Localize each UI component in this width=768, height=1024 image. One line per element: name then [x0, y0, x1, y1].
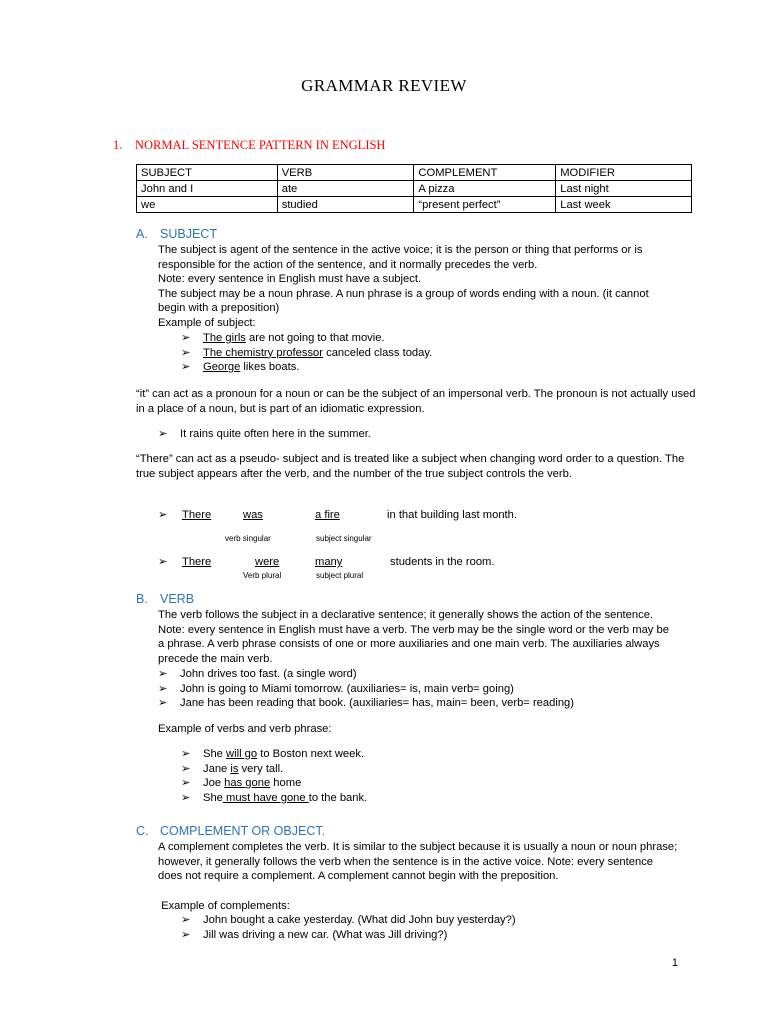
- verb-paragraph: The verb follows the subject in a declarative sentence; it generally shows the action of the sentence. Note: every sentence in English must have a verb. The verb may be the single word or the verb may be a phrase. A verb phrase consists of one or more auxiliaries and one main verb. The auxiliaries always precede the main verb.: [158, 609, 669, 665]
- arrow-bullet-icon: ➢: [181, 748, 191, 760]
- underlined-verb: has gone: [224, 777, 271, 790]
- list-item: [181, 762, 367, 777]
- table-header-cell: MODIFIER: [556, 165, 692, 181]
- example-rest: likes boats.: [240, 361, 300, 374]
- complement-heading: [136, 824, 325, 839]
- section-title: NORMAL SENTENCE PATTERN IN ENGLISH: [135, 138, 386, 152]
- table-row: [137, 197, 692, 213]
- underlined-verb: will go: [226, 748, 258, 760]
- list-item: [181, 360, 432, 375]
- example-rest: are not going to that movie.: [245, 332, 385, 344]
- list-item: [158, 682, 574, 697]
- verb-phrase-list: [181, 747, 367, 805]
- list-text: Jill was driving a new car. (What was Jill driving?): [203, 928, 448, 941]
- complement-letter: C.: [136, 824, 149, 838]
- pre-text: She: [203, 791, 223, 804]
- pre-text: Joe: [203, 777, 225, 790]
- table-header-row: [137, 165, 692, 181]
- verb-heading: [136, 592, 194, 607]
- list-item: [181, 776, 367, 791]
- section-1-heading: [113, 138, 385, 153]
- table-cell: Last night: [556, 181, 692, 197]
- table-cell: ate: [277, 181, 414, 197]
- table-cell: A pizza: [414, 181, 556, 197]
- list-item: [181, 346, 432, 361]
- table-cell: “present perfect”: [414, 197, 556, 213]
- table-header-cell: SUBJECT: [137, 165, 278, 181]
- section-number: 1.: [113, 138, 123, 152]
- subject-heading: [136, 227, 217, 242]
- verb-label: Verb plural: [243, 571, 282, 580]
- arrow-bullet-icon: ➢: [181, 361, 191, 374]
- pre-text: She: [203, 748, 227, 760]
- subject-paragraphs: [158, 243, 678, 331]
- table-cell: Last week: [556, 197, 692, 213]
- verb-word: was: [243, 509, 263, 521]
- list-item: [181, 791, 367, 806]
- list-text: John drives too fast. (a single word): [180, 668, 357, 680]
- subject-label: subject plural: [316, 571, 364, 580]
- table-cell: we: [137, 197, 278, 213]
- arrow-bullet-icon: ➢: [181, 928, 191, 941]
- it-example-text: It rains quite often here in the summer.: [180, 428, 371, 440]
- arrow-bullet-icon: ➢: [158, 697, 168, 710]
- post-text: home: [270, 777, 302, 790]
- underlined-verb: is: [230, 762, 239, 775]
- table-cell: John and I: [137, 181, 278, 197]
- verb-letter: B.: [136, 592, 148, 606]
- there-word: There: [182, 509, 212, 521]
- it-paragraph: “it” can act as a pronoun for a noun or can be the subject of an impersonal verb. The pronoun is not actually used in a place of a noun, but is part of an idiomatic expression.: [136, 388, 696, 415]
- table-cell: studied: [277, 197, 414, 213]
- arrow-bullet-icon: ➢: [158, 682, 168, 695]
- arrow-bullet-icon: ➢: [158, 509, 168, 521]
- complement-paragraph: A complement completes the verb. It is similar to the subject because it is usually a noun or noun phrase; however, it generally follows the verb when the sentence is in the active voice. Note: every sentence does not require a complement. A complement cannot begin with the preposition.: [158, 841, 678, 883]
- subject-note: Note: every sentence in English must have a subject.: [158, 273, 422, 286]
- arrow-bullet-icon: ➢: [181, 914, 191, 926]
- verb-label: verb singular: [225, 534, 271, 543]
- arrow-bullet-icon: ➢: [158, 668, 168, 680]
- subject-examples: [181, 331, 432, 375]
- list-item: [181, 747, 367, 762]
- underlined-subject: The chemistry professor: [203, 346, 323, 359]
- underlined-subject: George: [203, 361, 241, 374]
- sentence-rest: students in the room.: [390, 556, 495, 568]
- subject-word: a fire: [315, 509, 340, 521]
- page-title: GRAMMAR REVIEW: [301, 76, 467, 95]
- verb-list: [158, 667, 574, 711]
- list-item: [158, 696, 574, 711]
- complement-heading-text: COMPLEMENT OR OBJECT.: [160, 824, 326, 838]
- arrow-bullet-icon: ➢: [181, 762, 191, 775]
- it-example: [158, 427, 371, 442]
- subject-example-label: Example of subject:: [158, 316, 256, 329]
- arrow-bullet-icon: ➢: [158, 428, 168, 440]
- page-number: 1: [671, 957, 678, 969]
- table-header-cell: VERB: [277, 165, 414, 181]
- underlined-subject: The girls: [203, 332, 246, 344]
- there-word: There: [182, 556, 212, 568]
- example-rest: canceled class today.: [323, 346, 433, 359]
- subject-word: many: [315, 556, 343, 568]
- verb-word: were: [255, 556, 280, 568]
- sentence-rest: in that building last month.: [387, 509, 517, 521]
- subject-heading-text: SUBJECT: [160, 227, 217, 241]
- pre-text: Jane: [203, 762, 231, 775]
- arrow-bullet-icon: ➢: [181, 346, 191, 359]
- table-header-cell: COMPLEMENT: [414, 165, 556, 181]
- list-item: [158, 667, 574, 682]
- post-text: very tall.: [238, 762, 284, 775]
- table-row: [137, 181, 692, 197]
- there-paragraph: “There” can act as a pseudo- subject and is treated like a subject when changing word order to a question. The true subject appears after the verb, and the number of the true subject controls the verb.: [136, 453, 685, 480]
- arrow-bullet-icon: ➢: [181, 777, 191, 790]
- arrow-bullet-icon: ➢: [158, 556, 168, 568]
- underlined-verb: must have gone: [222, 791, 309, 804]
- list-item: [181, 331, 432, 346]
- arrow-bullet-icon: ➢: [181, 332, 191, 344]
- list-text: John is going to Miami tomorrow. (auxiliaries= is, main verb= going): [180, 682, 514, 695]
- post-text: to the bank.: [308, 791, 368, 804]
- arrow-bullet-icon: ➢: [181, 791, 191, 804]
- subject-letter: A.: [136, 227, 148, 241]
- list-text: Jane has been reading that book. (auxiliaries= has, main= been, verb= reading): [180, 697, 574, 710]
- list-text: John bought a cake yesterday. (What did John buy yesterday?): [203, 914, 516, 926]
- post-text: to Boston next week.: [257, 748, 365, 760]
- subject-noun-phrase: The subject may be a noun phrase. A nun phrase is a group of words ending with a noun. (it cannot begin with a preposition): [158, 287, 649, 315]
- complement-example-label: Example of complements:: [158, 900, 290, 912]
- list-item: [181, 928, 516, 943]
- verb-example-label: Example of verbs and verb phrase:: [158, 723, 332, 735]
- list-item: [181, 913, 516, 928]
- subject-label: subject singular: [316, 534, 372, 543]
- subject-definition: The subject is agent of the sentence in the active voice; it is the person or thing that performs or is responsible for the action of the sentence, and it normally precedes the verb.: [158, 244, 643, 271]
- complement-list: [181, 913, 516, 942]
- sentence-pattern-table: [136, 164, 692, 213]
- verb-heading-text: VERB: [160, 592, 195, 606]
